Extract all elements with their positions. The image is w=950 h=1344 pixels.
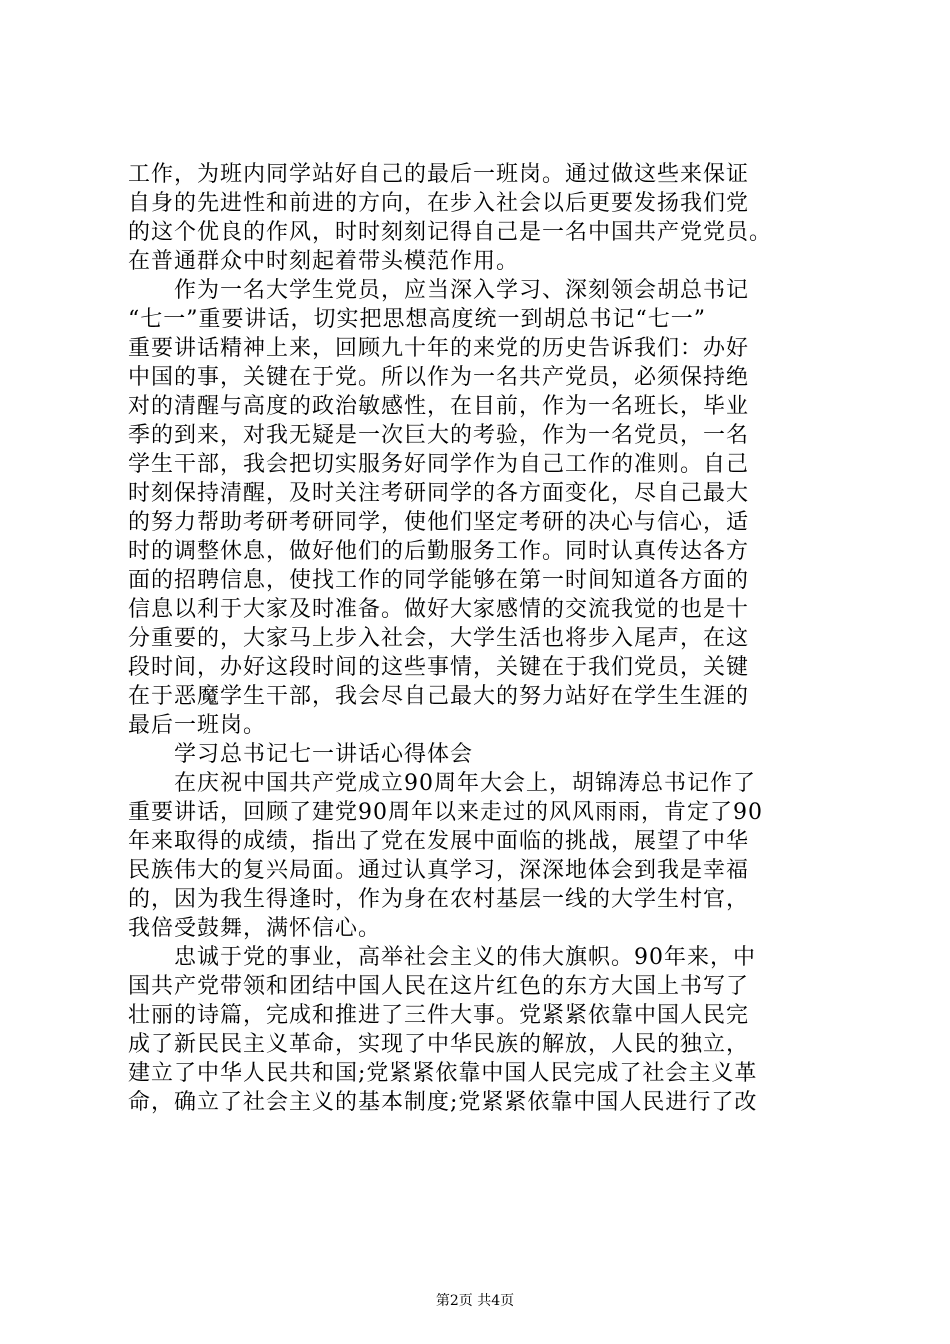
text-line: 作为一名大学生党员，应当深入学习、深刻领会胡总书记	[128, 278, 750, 303]
text-line: 在于恶魔学生干部，我会尽自己最大的努力站好在学生生涯的	[128, 684, 750, 709]
text-line: 忠诚于党的事业，高举社会主义的伟大旗帜。90年来，中	[128, 945, 756, 970]
text-line: 我倍受鼓舞，满怀信心。	[128, 916, 382, 941]
page-footer: 第2页 共4页	[435, 1293, 515, 1309]
text-line: 重要讲话精神上来，回顾九十年的来党的历史告诉我们：办好	[128, 336, 750, 361]
text-line: “七一”重要讲话，切实把思想高度统一到胡总书记“七一”	[128, 307, 706, 332]
text-line: 学生干部，我会把切实服务好同学作为自己工作的准则。自己	[128, 452, 750, 477]
body-text	[128, 160, 844, 1117]
text-line: 工作，为班内同学站好自己的最后一班岗。通过做这些来保证	[128, 162, 750, 187]
text-line: 面的招聘信息，使找工作的同学能够在第一时间知道各方面的	[128, 568, 750, 593]
text-line: 段时间，办好这段时间的这些事情，关键在于我们党员，关键	[128, 655, 750, 680]
text-line: 分重要的，大家马上步入社会，大学生活也将步入尾声，在这	[128, 626, 750, 651]
text-line: 最后一班岗。	[128, 713, 267, 738]
text-line: 自身的先进性和前进的方向，在步入社会以后更要发扬我们党	[128, 191, 750, 216]
text-line: 对的清醒与高度的政治敏感性，在目前，作为一名班长，毕业	[128, 394, 750, 419]
text-line: 学习总书记七一讲话心得体会	[128, 742, 474, 767]
text-line: 成了新民民主义革命，实现了中华民族的解放，人民的独立，	[128, 1032, 750, 1057]
text-line: 命，确立了社会主义的基本制度;党紧紧依靠中国人民进行了改	[128, 1090, 758, 1115]
text-line: 季的到来，对我无疑是一次巨大的考验，作为一名党员，一名	[128, 423, 750, 448]
text-line: 壮丽的诗篇，完成和推进了三件大事。党紧紧依靠中国人民完	[128, 1003, 750, 1028]
text-line: 在普通群众中时刻起着带头模范作用。	[128, 249, 520, 274]
text-line: 民族伟大的复兴局面。通过认真学习，深深地体会到我是幸福	[128, 858, 750, 883]
text-line: 信息以利于大家及时准备。做好大家感情的交流我觉的也是十	[128, 597, 750, 622]
text-line: 的，因为我生得逢时，作为身在农村基层一线的大学生村官，	[128, 887, 750, 912]
text-line: 建立了中华人民共和国;党紧紧依靠中国人民完成了社会主义革	[128, 1061, 758, 1086]
text-line: 重要讲话，回顾了建党90周年以来走过的风风雨雨，肯定了90	[128, 800, 763, 825]
text-line: 时刻保持清醒，及时关注考研同学的各方面变化，尽自己最大	[128, 481, 750, 506]
text-line: 的这个优良的作风，时时刻刻记得自己是一名中国共产党党员。	[128, 220, 773, 245]
text-line: 国共产党带领和团结中国人民在这片红色的东方大国上书写了	[128, 974, 750, 999]
text-line: 中国的事，关键在于党。所以作为一名共产党员，必须保持绝	[128, 365, 750, 390]
text-line: 的努力帮助考研考研同学，使他们坚定考研的决心与信心，适	[128, 510, 750, 535]
text-line: 在庆祝中国共产党成立90周年大会上，胡锦涛总书记作了	[128, 771, 756, 796]
text-line: 时的调整休息，做好他们的后勤服务工作。同时认真传达各方	[128, 539, 750, 564]
text-line: 年来取得的成绩，指出了党在发展中面临的挑战，展望了中华	[128, 829, 750, 854]
